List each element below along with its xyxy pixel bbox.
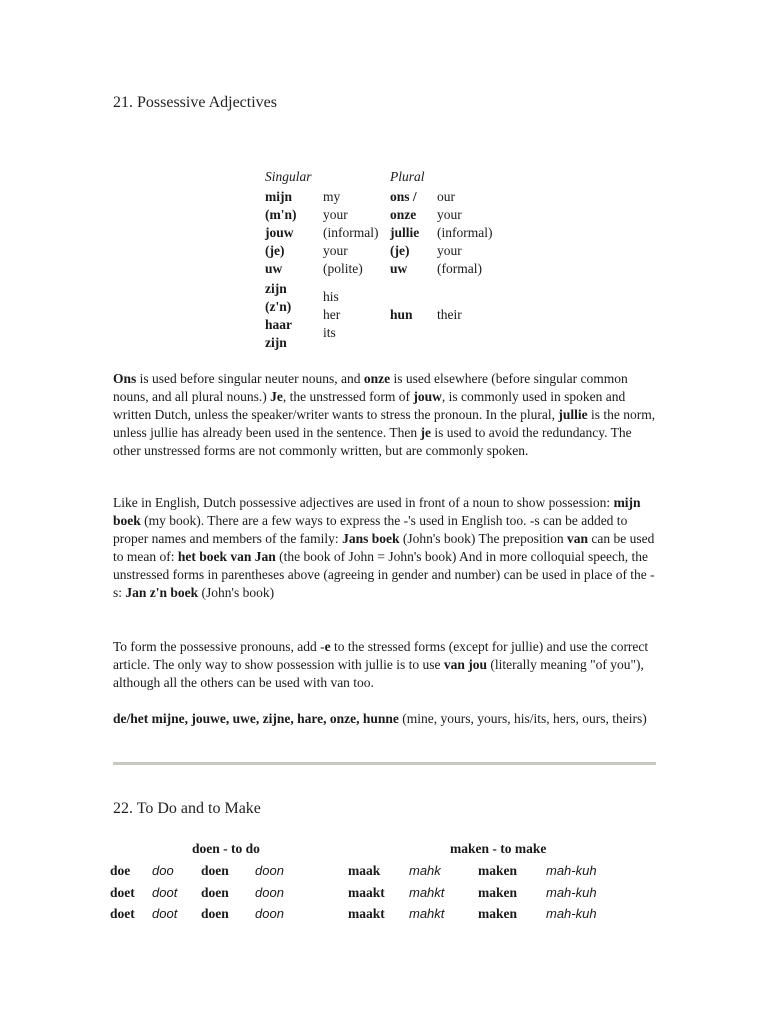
verb-table-cell: doen (201, 884, 229, 900)
verb-table-cell: doo (152, 863, 174, 878)
plural-dutch-cell: (je) (390, 243, 410, 258)
singular-english-cell: my (323, 189, 341, 204)
plural-english-cell: your (437, 207, 462, 222)
paragraph-pronoun-list (113, 710, 658, 728)
doen-caption: doen - to do (192, 841, 260, 856)
maken-caption: maken - to make (450, 841, 547, 856)
singular-english-cell: (polite) (323, 261, 363, 276)
singular-dutch-cell: zijn (265, 335, 287, 350)
singular-dutch-cell: (je) (265, 243, 285, 258)
bold-term: van (567, 531, 589, 546)
paragraph-text: (literally meaning "of you"), although all the others can be used with van too. (113, 657, 644, 690)
paragraph-possession (113, 494, 658, 602)
section-divider (113, 762, 656, 765)
verb-table-cell: maken (478, 884, 518, 900)
plural-english-cell: (informal) (437, 225, 493, 240)
plural-dutch-cell: hun (390, 307, 413, 322)
singular-english-cell: its (323, 325, 336, 340)
singular-english-cell: his (323, 289, 339, 304)
verb-table-cell: doen (201, 863, 229, 878)
plural-dutch-cell: ons / (390, 189, 417, 204)
verb-table-cell: mah-kuh (546, 884, 597, 900)
paragraph-text: (John's book) The preposition (399, 531, 568, 546)
paragraph-pronouns (113, 638, 658, 692)
plural-dutch-cell: jullie (390, 225, 420, 240)
plural-english-cell: our (437, 189, 455, 204)
singular-english-cell: your (323, 207, 348, 222)
bold-term: Jans boek (342, 531, 400, 546)
paragraph-text: To form the possessive pronouns, add - (113, 639, 325, 654)
verb-table-cell: mahkt (409, 906, 445, 921)
verb-table-cell: maak (348, 863, 381, 878)
paragraph-text: Like in English, Dutch possessive adjectives are used in front of a noun to show possession: (113, 495, 614, 510)
singular-dutch-cell: uw (265, 261, 283, 276)
paragraph-text: (my book). There are a few ways to express the -'s used in English too. -s can be added to proper names and members of the family: (113, 513, 628, 546)
verb-table-cell: maken (478, 906, 518, 921)
bold-term: onze (363, 371, 391, 386)
paragraph-usage (113, 370, 658, 460)
singular-dutch-cell: (m'n) (265, 207, 297, 222)
paragraph-text: is the norm, unless jullie has already been used in the sentence. Then (113, 407, 656, 440)
singular-english-cell: her (323, 307, 341, 322)
singular-dutch-cell: (z'n) (265, 299, 292, 314)
verb-table-cell: doe (110, 863, 131, 878)
singular-dutch-cell: haar (265, 317, 292, 332)
bold-term: mijn boek (113, 495, 641, 528)
section-22-title: 22. To Do and to Make (113, 800, 261, 817)
verb-table-cell: mah-kuh (546, 863, 597, 878)
paragraph-text: (the book of John = John's book) And in more colloquial speech, the unstressed forms in parentheses above (agreeing in gender and number) can be used in place of the -s: (113, 549, 655, 600)
bold-term: e (324, 639, 331, 654)
singular-dutch-cell: mijn (265, 189, 292, 204)
plural-dutch-cell: uw (390, 261, 408, 276)
singular-english-cell: your (323, 243, 348, 258)
bold-term: van jou (443, 657, 487, 672)
verb-table-cell: doon (255, 884, 284, 900)
verb-table-cell: doet (110, 906, 135, 921)
bold-term: het boek van Jan (177, 549, 276, 564)
bold-term: jullie (558, 407, 588, 422)
verb-table-cell: maken (478, 863, 518, 878)
singular-dutch-cell: jouw (265, 225, 294, 240)
verb-table-cell: doen (201, 906, 229, 921)
bold-term: jouw (413, 389, 442, 404)
plural-dutch-cell: onze (390, 207, 417, 222)
bold-term: Ons (113, 371, 137, 386)
plural-english-cell: your (437, 243, 462, 258)
verb-table-cell: doot (152, 906, 178, 921)
verb-table-cell: maakt (348, 884, 385, 900)
paragraph-text: can be used to mean of: (113, 531, 655, 564)
verb-table-cell: doon (255, 863, 284, 878)
paragraph-text: (John's book) (198, 585, 275, 600)
verb-table-cell: maakt (348, 906, 385, 921)
paragraph-text: , is commonly used in spoken and written Dutch, unless the speaker/writer wants to stress the pronoun. In the plural, (113, 389, 626, 422)
verb-table-cell: doon (255, 906, 284, 921)
verb-table-cell: doet (110, 884, 135, 900)
singular-header: Singular (265, 169, 312, 184)
singular-english-cell: (informal) (323, 225, 379, 240)
paragraph-text: to the stressed forms (except for jullie) and use the correct article. The only way to show possession with jullie is to use (113, 639, 649, 672)
plural-english-cell: their (437, 307, 462, 322)
paragraph-text: is used to avoid the redundancy. The other unstressed forms are not commonly written, but are commonly spoken. (113, 425, 632, 458)
bold-term: Jan z'n boek (125, 585, 199, 600)
paragraph-text: (mine, yours, yours, his/its, hers, ours, theirs) (398, 711, 647, 726)
bold-term: de/het mijne, jouwe, uwe, zijne, hare, onze, hunne (113, 711, 399, 726)
singular-dutch-cell: zijn (265, 281, 287, 296)
plural-header: Plural (390, 169, 425, 184)
bold-term: Je (270, 389, 283, 404)
verb-table-cell: mahkt (409, 884, 445, 900)
paragraph-text: is used before singular neuter nouns, and (136, 371, 364, 386)
paragraph-text: , the unstressed form of (282, 389, 414, 404)
verb-table-cell: mah-kuh (546, 906, 597, 921)
section-21-title: 21. Possessive Adjectives (113, 94, 277, 111)
bold-term: je (420, 425, 432, 440)
verb-table-cell: doot (152, 884, 178, 900)
plural-english-cell: (formal) (437, 261, 482, 276)
verb-table-cell: mahk (409, 863, 441, 878)
paragraph-text: is used elsewhere (before singular common nouns, and all plural nouns.) (113, 371, 628, 404)
